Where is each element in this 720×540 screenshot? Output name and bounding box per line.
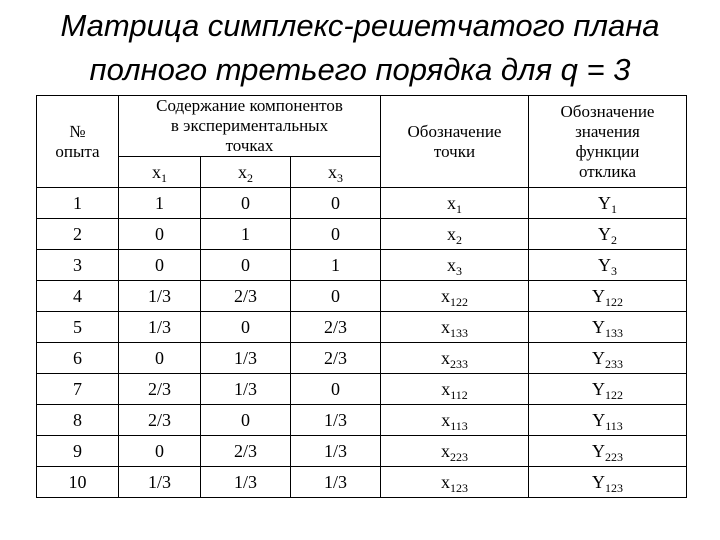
cell-x2: 0 [201, 312, 291, 343]
cell-point-designation-subscript: 2 [456, 233, 462, 247]
cell-x1: 1/3 [119, 281, 201, 312]
table-row [37, 405, 687, 436]
cell-point-designation-letter: x [441, 379, 451, 399]
cell-experiment-number: 2 [37, 219, 119, 250]
cell-x3: 0 [291, 188, 381, 219]
cell-response-designation [529, 374, 687, 405]
cell-point-designation [381, 436, 529, 467]
table-row [37, 188, 687, 219]
cell-x3: 2/3 [291, 343, 381, 374]
table-row [37, 374, 687, 405]
table-row [37, 250, 687, 281]
table-row [37, 281, 687, 312]
header-components [119, 96, 381, 157]
cell-x1: 1 [119, 188, 201, 219]
cell-point-designation-letter: x [447, 193, 456, 213]
cell-x1: 2/3 [119, 374, 201, 405]
cell-response-designation [529, 188, 687, 219]
cell-point-designation-subscript: 123 [450, 481, 468, 495]
header-x3-sub: 3 [337, 171, 343, 185]
table-row [37, 312, 687, 343]
cell-response-designation-letter: Y [592, 317, 605, 337]
cell-point-designation-subscript: 233 [450, 357, 468, 371]
cell-point-designation-letter: x [441, 472, 450, 492]
header-x2-letter: x [238, 162, 247, 182]
header-response-line-4: отклика [578, 161, 637, 181]
cell-response-designation-letter: Y [592, 410, 606, 430]
table-row [37, 467, 687, 498]
cell-x3: 0 [291, 219, 381, 250]
table-row [37, 436, 687, 467]
cell-point-designation-letter: x [447, 224, 456, 244]
header-x1 [119, 157, 201, 188]
cell-response-designation-letter: Y [598, 255, 611, 275]
cell-point-designation-subscript: 122 [450, 295, 468, 309]
cell-response-designation-letter: Y [598, 224, 611, 244]
cell-response-designation [529, 281, 687, 312]
cell-point-designation [381, 281, 529, 312]
cell-experiment-number: 1 [37, 188, 119, 219]
cell-response-designation-subscript: 1 [611, 202, 617, 216]
header-point-line-1: Обозначение [407, 121, 502, 141]
header-point-designation [381, 96, 529, 188]
header-response-designation [529, 96, 687, 188]
cell-x2: 1/3 [201, 374, 291, 405]
cell-point-designation-letter: x [441, 286, 450, 306]
header-x3 [291, 157, 381, 188]
cell-experiment-number: 8 [37, 405, 119, 436]
cell-experiment-number: 6 [37, 343, 119, 374]
cell-point-designation-subscript: 223 [450, 450, 468, 464]
cell-response-designation-subscript: 123 [605, 481, 623, 495]
cell-point-designation [381, 312, 529, 343]
cell-x2: 1 [201, 219, 291, 250]
cell-x1: 1/3 [119, 467, 201, 498]
header-experiment-number [37, 96, 119, 188]
cell-point-designation-letter: x [441, 441, 450, 461]
cell-x3: 1/3 [291, 405, 381, 436]
cell-response-designation-letter: Y [592, 379, 605, 399]
cell-x2: 2/3 [201, 436, 291, 467]
header-x1-sub: 1 [161, 171, 167, 185]
cell-x3: 1 [291, 250, 381, 281]
table-row [37, 343, 687, 374]
slide-title [0, 4, 720, 92]
header-num-line-2: опыта [55, 141, 100, 161]
header-components-line-1: Содержание компонентов [156, 96, 343, 115]
cell-point-designation-subscript: 112 [450, 388, 468, 402]
cell-response-designation-letter: Y [592, 286, 605, 306]
cell-experiment-number: 5 [37, 312, 119, 343]
cell-x2: 0 [201, 405, 291, 436]
header-x1-letter: x [152, 162, 161, 182]
header-response-line-2: значения [575, 121, 640, 141]
cell-point-designation-letter: x [447, 255, 456, 275]
cell-x2: 2/3 [201, 281, 291, 312]
cell-point-designation-subscript: 113 [450, 419, 468, 433]
cell-point-designation-letter: x [441, 348, 450, 368]
cell-x2: 1/3 [201, 467, 291, 498]
cell-x3: 2/3 [291, 312, 381, 343]
experiment-matrix-table [36, 95, 687, 498]
cell-x3: 0 [291, 374, 381, 405]
table-row [37, 219, 687, 250]
cell-response-designation-subscript: 233 [605, 357, 623, 371]
header-x2-sub: 2 [247, 171, 253, 185]
header-num-line-1: № [69, 121, 86, 141]
cell-experiment-number: 3 [37, 250, 119, 281]
cell-response-designation [529, 405, 687, 436]
cell-x2: 0 [201, 250, 291, 281]
cell-response-designation [529, 467, 687, 498]
cell-point-designation [381, 250, 529, 281]
cell-response-designation-letter: Y [592, 348, 605, 368]
cell-point-designation [381, 405, 529, 436]
cell-x1: 2/3 [119, 405, 201, 436]
cell-response-designation-subscript: 122 [605, 388, 623, 402]
cell-response-designation-subscript: 2 [611, 233, 617, 247]
header-components-line-3: точках [225, 136, 274, 155]
cell-x1: 0 [119, 250, 201, 281]
cell-response-designation [529, 343, 687, 374]
cell-response-designation-subscript: 3 [611, 264, 617, 278]
cell-point-designation [381, 467, 529, 498]
cell-response-designation-subscript: 113 [605, 419, 623, 433]
cell-experiment-number: 7 [37, 374, 119, 405]
header-point-line-2: точки [433, 141, 476, 161]
cell-point-designation-subscript: 133 [450, 326, 468, 340]
cell-point-designation-letter: x [441, 317, 450, 337]
cell-point-designation-subscript: 3 [456, 264, 462, 278]
cell-x1: 0 [119, 436, 201, 467]
cell-response-designation-letter: Y [592, 472, 605, 492]
cell-x3: 0 [291, 281, 381, 312]
cell-experiment-number: 9 [37, 436, 119, 467]
cell-point-designation-letter: x [441, 410, 451, 430]
cell-x3: 1/3 [291, 467, 381, 498]
header-x3-letter: x [328, 162, 337, 182]
cell-point-designation-subscript: 1 [456, 202, 462, 216]
cell-point-designation [381, 343, 529, 374]
cell-x1: 0 [119, 219, 201, 250]
header-response-line-3: функции [575, 141, 640, 161]
header-x2 [201, 157, 291, 188]
title-line-2: полного третьего порядка для q = 3 [89, 52, 631, 87]
header-components-line-2: в экспериментальных [170, 116, 329, 135]
cell-response-designation-letter: Y [592, 441, 605, 461]
cell-point-designation [381, 219, 529, 250]
cell-point-designation [381, 374, 529, 405]
header-row [37, 96, 687, 157]
cell-response-designation-letter: Y [598, 193, 611, 213]
cell-x2: 0 [201, 188, 291, 219]
cell-point-designation [381, 188, 529, 219]
cell-response-designation [529, 436, 687, 467]
cell-x2: 1/3 [201, 343, 291, 374]
cell-experiment-number: 10 [37, 467, 119, 498]
cell-response-designation-subscript: 133 [605, 326, 623, 340]
header-response-line-1: Обозначение [560, 101, 655, 121]
cell-response-designation [529, 250, 687, 281]
cell-response-designation [529, 219, 687, 250]
cell-response-designation-subscript: 122 [605, 295, 623, 309]
cell-x3: 1/3 [291, 436, 381, 467]
cell-response-designation [529, 312, 687, 343]
title-line-1: Матрица симплекс-решетчатого плана [60, 8, 660, 43]
cell-x1: 1/3 [119, 312, 201, 343]
cell-x1: 0 [119, 343, 201, 374]
cell-experiment-number: 4 [37, 281, 119, 312]
cell-response-designation-subscript: 223 [605, 450, 623, 464]
